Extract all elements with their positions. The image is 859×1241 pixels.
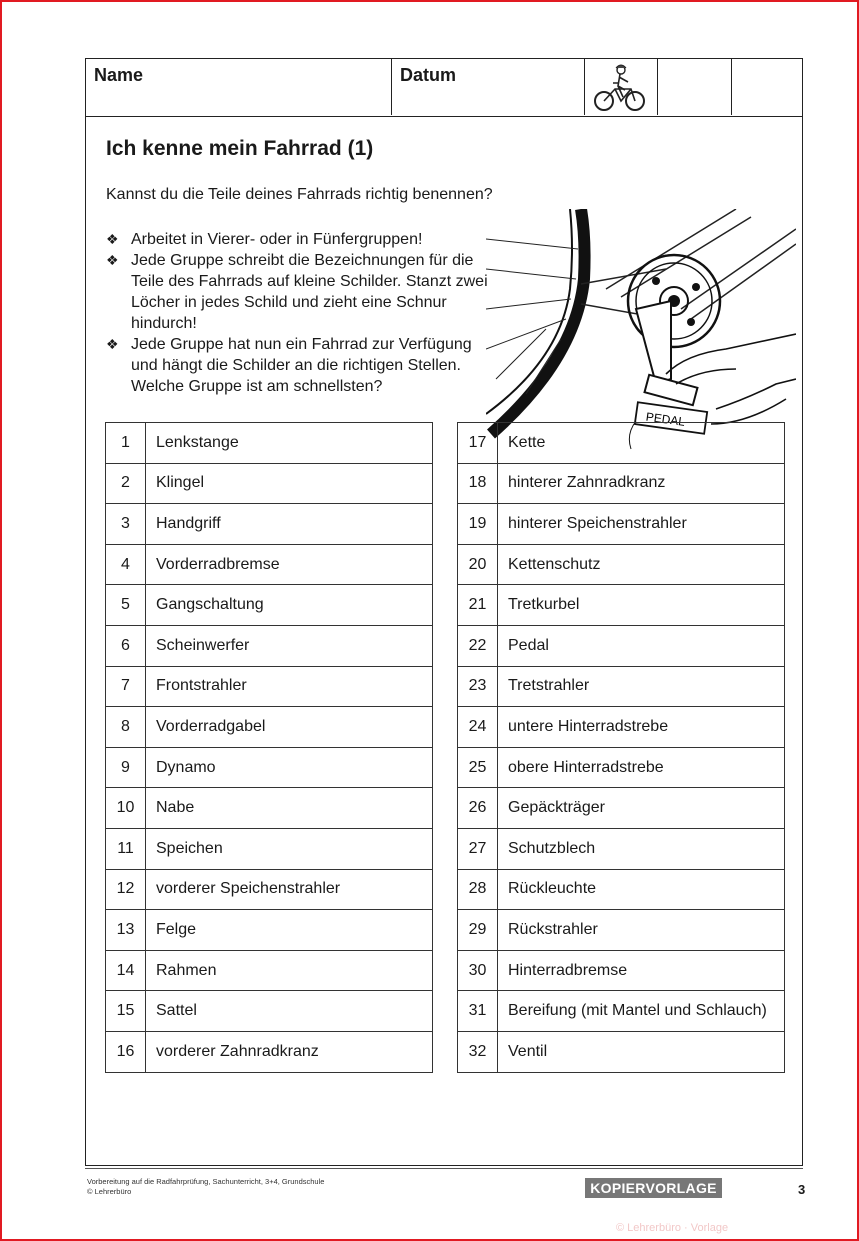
instruction-item <box>106 229 496 250</box>
parts-row <box>106 991 433 1032</box>
parts-row <box>106 625 433 666</box>
part-number: 7 <box>106 666 146 707</box>
blank-cell-1 <box>658 59 732 115</box>
bicycle-crank-illustration <box>486 209 796 454</box>
part-number: 5 <box>106 585 146 626</box>
date-field[interactable] <box>392 59 585 115</box>
footer-credits <box>87 1177 324 1197</box>
instruction-list <box>106 229 496 397</box>
part-number: 8 <box>106 707 146 748</box>
instruction-item <box>106 250 496 334</box>
part-name: Gangschaltung <box>146 585 433 626</box>
pedal-sign-label: PEDAL <box>644 409 686 429</box>
parts-row <box>106 544 433 585</box>
part-name: vorderer Speichenstrahler <box>146 869 433 910</box>
part-number: 11 <box>106 828 146 869</box>
parts-row <box>458 504 785 545</box>
part-number: 6 <box>106 625 146 666</box>
part-number: 1 <box>106 423 146 464</box>
instruction-text: Arbeitet in Vierer- oder in Fünfergruppen! <box>131 231 423 248</box>
parts-row <box>106 707 433 748</box>
part-name: Handgriff <box>146 504 433 545</box>
intro-question: Kannst du die Teile deines Fahrrads richtig benennen? <box>106 186 493 203</box>
part-name: Ventil <box>498 1031 785 1072</box>
part-number: 2 <box>106 463 146 504</box>
part-name: Kette <box>498 423 785 464</box>
footer-line-1: Vorbereitung auf die Radfahrprüfung, Sachunterricht, 3+4, Grundschule <box>87 1177 325 1186</box>
parts-row <box>106 666 433 707</box>
parts-row <box>458 869 785 910</box>
part-number: 28 <box>458 869 498 910</box>
parts-row <box>458 788 785 829</box>
part-name: Sattel <box>146 991 433 1032</box>
part-name: Tretstrahler <box>498 666 785 707</box>
part-name: Dynamo <box>146 747 433 788</box>
part-name: Kettenschutz <box>498 544 785 585</box>
part-name: Tretkurbel <box>498 585 785 626</box>
part-name: Gepäckträger <box>498 788 785 829</box>
part-number: 27 <box>458 828 498 869</box>
part-name: Frontstrahler <box>146 666 433 707</box>
part-name: Schutzblech <box>498 828 785 869</box>
parts-row <box>106 950 433 991</box>
parts-row <box>106 1031 433 1072</box>
part-name: Rückleuchte <box>498 869 785 910</box>
part-name: Felge <box>146 910 433 951</box>
blank-cell-2 <box>732 59 802 115</box>
parts-table-right <box>457 422 785 1073</box>
parts-table-left <box>105 422 433 1073</box>
part-name: Rahmen <box>146 950 433 991</box>
part-name: obere Hinterradstrebe <box>498 747 785 788</box>
part-number: 17 <box>458 423 498 464</box>
part-number: 21 <box>458 585 498 626</box>
watermark-text: © Lehrerbüro · Vorlage <box>616 1222 729 1234</box>
parts-row <box>106 504 433 545</box>
parts-row <box>106 869 433 910</box>
parts-row <box>458 544 785 585</box>
part-number: 18 <box>458 463 498 504</box>
part-number: 19 <box>458 504 498 545</box>
part-name: Nabe <box>146 788 433 829</box>
parts-row <box>458 707 785 748</box>
part-number: 10 <box>106 788 146 829</box>
parts-row <box>458 463 785 504</box>
parts-row <box>106 828 433 869</box>
cyclist-icon <box>585 59 655 115</box>
part-name: Klingel <box>146 463 433 504</box>
part-number: 23 <box>458 666 498 707</box>
parts-row <box>458 747 785 788</box>
part-number: 31 <box>458 991 498 1032</box>
part-name: hinterer Zahnradkranz <box>498 463 785 504</box>
part-number: 20 <box>458 544 498 585</box>
parts-row <box>458 666 785 707</box>
footer-divider <box>85 1168 803 1169</box>
parts-row <box>458 950 785 991</box>
parts-row <box>106 910 433 951</box>
part-number: 16 <box>106 1031 146 1072</box>
part-number: 13 <box>106 910 146 951</box>
part-number: 22 <box>458 625 498 666</box>
part-name: vorderer Zahnradkranz <box>146 1031 433 1072</box>
cyclist-logo-cell <box>585 59 658 115</box>
parts-row <box>458 991 785 1032</box>
part-name: Hinterradbremse <box>498 950 785 991</box>
part-number: 32 <box>458 1031 498 1072</box>
parts-row <box>458 625 785 666</box>
bullet-icon: ❖ <box>106 252 119 268</box>
parts-row <box>106 463 433 504</box>
part-number: 3 <box>106 504 146 545</box>
part-number: 30 <box>458 950 498 991</box>
name-label: Name <box>94 65 144 85</box>
parts-row <box>458 585 785 626</box>
instruction-text: Jede Gruppe schreibt die Bezeichnungen für die Teile des Fahrrads auf kleine Schilder. Stanzt zwei Löcher in jedes Schild und zieht eine Schnur hindurch! <box>131 252 488 332</box>
part-number: 24 <box>458 707 498 748</box>
part-name: Rückstrahler <box>498 910 785 951</box>
part-name: untere Hinterradstrebe <box>498 707 785 748</box>
parts-row <box>458 910 785 951</box>
instruction-item <box>106 334 496 397</box>
date-label: Datum <box>400 65 457 85</box>
parts-row <box>106 585 433 626</box>
parts-row <box>106 423 433 464</box>
worksheet-title: Ich kenne mein Fahrrad (1) <box>106 137 374 160</box>
part-number: 9 <box>106 747 146 788</box>
footer-line-2: © Lehrerbüro <box>87 1187 132 1196</box>
bullet-icon: ❖ <box>106 336 119 352</box>
part-number: 4 <box>106 544 146 585</box>
part-number: 26 <box>458 788 498 829</box>
header-row <box>86 59 802 117</box>
part-name: Lenkstange <box>146 423 433 464</box>
part-number: 29 <box>458 910 498 951</box>
part-name: Vorderradgabel <box>146 707 433 748</box>
parts-row <box>458 1031 785 1072</box>
part-number: 25 <box>458 747 498 788</box>
instruction-text: Jede Gruppe hat nun ein Fahrrad zur Verfügung und hängt die Schilder an die richtigen Stellen. Welche Gruppe ist am schnellsten? <box>131 336 472 395</box>
part-number: 15 <box>106 991 146 1032</box>
part-name: Scheinwerfer <box>146 625 433 666</box>
parts-row <box>458 828 785 869</box>
part-number: 12 <box>106 869 146 910</box>
parts-row <box>458 423 785 464</box>
part-name: hinterer Speichenstrahler <box>498 504 785 545</box>
part-name: Vorderradbremse <box>146 544 433 585</box>
name-field[interactable] <box>86 59 392 115</box>
part-name: Speichen <box>146 828 433 869</box>
parts-row <box>106 788 433 829</box>
part-name: Bereifung (mit Mantel und Schlauch) <box>498 991 785 1032</box>
page-number: 3 <box>798 1182 806 1197</box>
part-name: Pedal <box>498 625 785 666</box>
parts-row <box>106 747 433 788</box>
bullet-icon: ❖ <box>106 231 119 247</box>
part-number: 14 <box>106 950 146 991</box>
kopiervorlage-badge: KOPIERVORLAGE <box>585 1178 722 1198</box>
